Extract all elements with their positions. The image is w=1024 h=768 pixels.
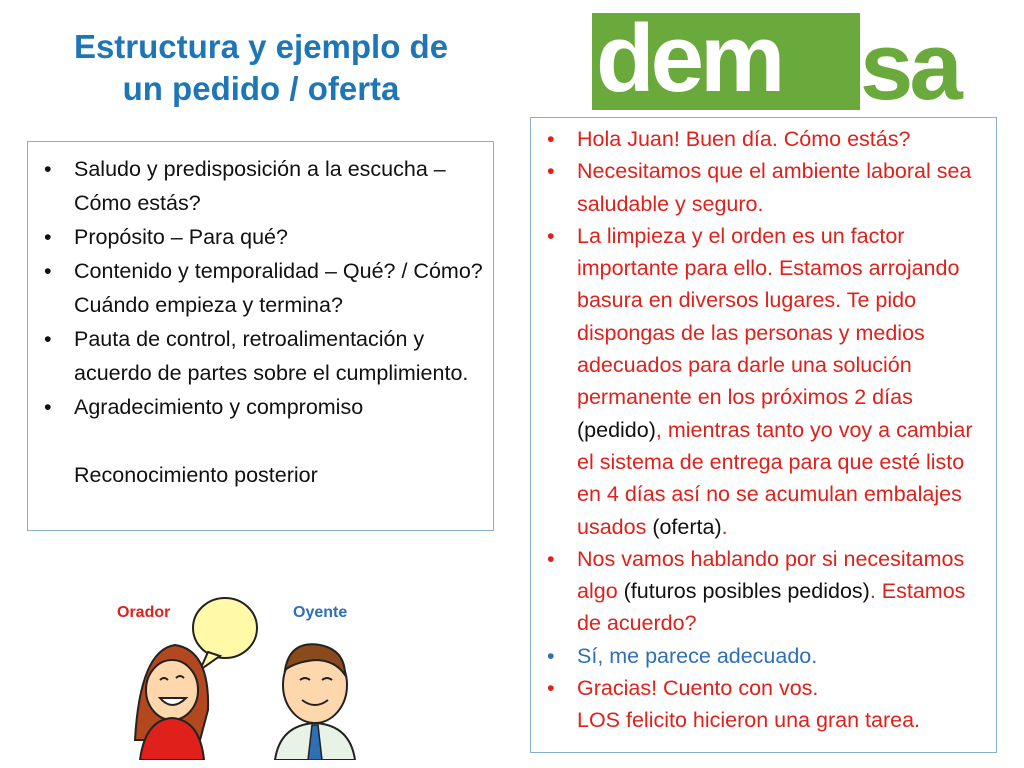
list-item: • Propósito – Para qué?	[44, 225, 288, 249]
listener-man-icon	[275, 644, 355, 760]
page-title	[28, 26, 494, 110]
extra-note: Reconocimiento posterior	[74, 463, 318, 487]
svg-text:dem: dem	[596, 13, 782, 110]
list-item: • Necesitamos que el ambiente laboral sea saludable y seguro.	[547, 159, 972, 216]
list-item: • Pauta de control, retroalimentación y acuerdo de partes sobre el cumplimiento.	[44, 327, 469, 385]
speaker-woman-icon	[135, 645, 208, 760]
svg-text:sa: sa	[860, 13, 959, 110]
example-box	[530, 117, 997, 753]
listener-label: Oyente	[293, 604, 348, 621]
structure-box	[27, 141, 494, 531]
list-item: • Contenido y temporalidad – Qué? / Cómo? Cuándo empieza y termina?	[44, 259, 483, 317]
title-line-2: un pedido / oferta	[122, 70, 400, 108]
list-item: • Saludo y predisposición a la escucha – Cómo estás?	[44, 157, 446, 215]
title-line-1: Estructura y ejemplo de	[73, 28, 449, 65]
list-item: • Hola Juan! Buen día. Cómo estás?	[547, 127, 911, 151]
list-item: • Gracias! Cuento con vos. LOS felicito hicieron una gran tarea.	[547, 676, 921, 733]
list-item: • Sí, me parece adecuado.	[547, 643, 818, 668]
list-item: • Agradecimiento y compromiso Reconocimiento posterior	[28, 390, 483, 492]
list-item: • Nos vamos hablando por si necesitamos algo (futuros posibles pedidos). Estamos de acuerdo?	[547, 546, 966, 636]
speech-bubble-icon	[193, 598, 257, 670]
speaker-label: Orador	[117, 604, 171, 621]
demsa-logo	[592, 13, 990, 110]
list-item: • La limpieza y el orden es un factor importante para ello. Estamos arrojando basura en diversos lugares. Te pido dispongas de las personas y medios adecuados para darle una solución permanente en los próximos 2 días (pedido), mientras tanto yo voy a cambiar el sistema de entrega para que esté listo en 4 días así no se acumulan embalajes usados (oferta).	[547, 223, 973, 539]
